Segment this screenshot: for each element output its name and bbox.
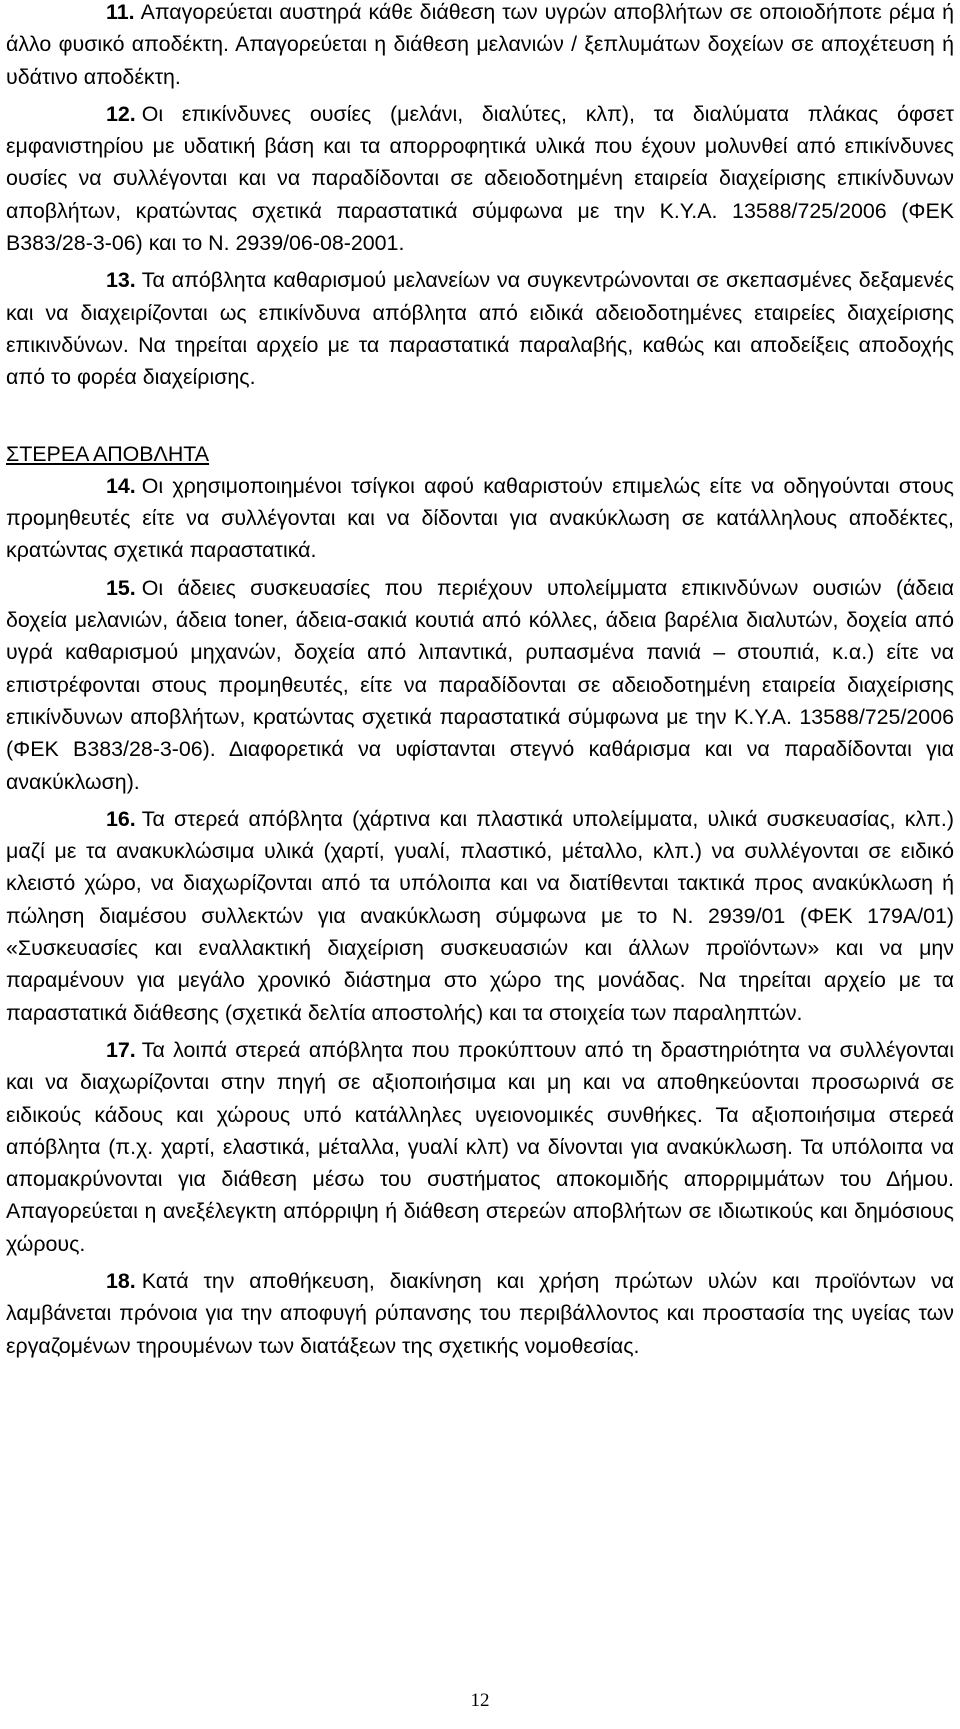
paragraph-16 [6,803,954,1029]
paragraph-number: 16. [106,806,136,831]
paragraph-12 [6,98,954,259]
paragraph-text: Οι χρησιμοποιημένοι τσίγκοι αφού καθαριστούν επιμελώς είτε να οδηγούνται στους προμηθευτές είτε να συλλέγονται και να δίδονται για ανακύκλωση σε κατάλληλους αποδέκτες, κρατώντας σχετικά παραστατικά. [6,473,954,563]
paragraph-text: Οι άδειες συσκευασίες που περιέχουν υπολείμματα επικινδύνων ουσιών (άδεια δοχεία μελανιών, άδεια toner, άδεια-σακιά κουτιά από κόλλες, άδεια βαρέλια διαλυτών, δοχεία από υγρά καθαρισμού μηχανών, δοχεία από λιπαντικά, ρυπασμένα πανιά – στουπιά, κ.α.) είτε να επιστρέφονται στους προμηθευτές, είτε να παραδίδονται σε αδειοδοτημένη εταιρεία διαχείρισης επικίνδυνων αποβλήτων, κρατώντας σχετικά παραστατικά σύμφωνα με την Κ.Υ.Α. 13588/725/2006 (ΦΕΚ Β383/28-3-06). Διαφορετικά να υφίστανται στεγνό καθάρισμα και να παραδίδονται για ανακύκλωση). [6,575,954,794]
paragraph-number: 14. [106,473,136,498]
page-number: 12 [470,1690,490,1711]
paragraph-text: Κατά την αποθήκευση, διακίνηση και χρήση πρώτων υλών και προϊόντων να λαμβάνεται πρόνοια για την αποφυγή ρύπανσης του περιβάλλοντος και προστασία της υγείας των εργαζομένων τηρουμένων των διατάξεων της σχετικής νομοθεσίας. [6,1268,954,1358]
paragraph-text: Τα στερεά απόβλητα (χάρτινα και πλαστικά υπολείμματα, υλικά συσκευασίας, κλπ.) μαζί με τα ανακυκλώσιμα υλικά (χαρτί, γυαλί, πλαστικό, μέταλλο, κλπ.) να συλλέγονται σε ειδικό κλειστό χώρο, να διαχωρίζονται από τα υπόλοιπα και να διατίθενται τακτικά προς ανακύκλωση ή πώληση διαμέσου συλλεκτών για ανακύκλωση σύμφωνα με το Ν. 2939/01 (ΦΕΚ 179Α/01) «Συσκευασίες και εναλλακτική διαχείριση συσκευασιών και άλλων προϊόντων» και να μην παραμένουν για μεγάλο χρονικό διάστημα στο χώρο της μονάδας. Να τηρείται αρχείο με τα παραστατικά διάθεσης (σχετικά δελτία αποστολής) και τα στοιχεία των παραληπτών. [6,806,954,1025]
section-heading: ΣΤΕΡΕΑ ΑΠΟΒΛΗΤΑ [6,441,210,466]
paragraph-11 [6,0,954,93]
paragraph-15 [6,572,954,798]
paragraph-number: 11. [106,0,135,24]
document-page [6,0,954,1367]
paragraph-14 [6,470,954,567]
paragraph-number: 17. [106,1037,136,1062]
paragraph-number: 15. [106,575,136,600]
paragraph-17 [6,1034,954,1260]
paragraph-18 [6,1265,954,1362]
paragraph-text: Τα λοιπά στερεά απόβλητα που προκύπτουν από τη δραστηριότητα να συλλέγονται και να διαχωρίζονται στην πηγή σε αξιοποιήσιμα και μη και να αποθηκεύονται προσωρινά σε ειδικούς κάδους και χώρους υπό κατάλληλες υγειονομικές συνθήκες. Τα αξιοποιήσιμα στερεά απόβλητα (π.χ. χαρτί, ελαστικά, μέταλλα, γυαλί κλπ) να δίνονται για ανακύκλωση. Τα υπόλοιπα να απομακρύνονται για διάθεση μέσω του συστήματος αποκομιδής απορριμμάτων του Δήμου. Απαγορεύεται η ανεξέλεγκτη απόρριψη ή διάθεση στερεών αποβλήτων σε ιδιωτικούς και δημόσιους χώρους. [6,1037,954,1256]
paragraph-13 [6,264,954,393]
paragraph-number: 13. [106,268,136,293]
paragraph-number: 18. [106,1268,136,1293]
paragraph-text: Τα απόβλητα καθαρισμού μελανείων να συγκεντρώνονται σε σκεπασμένες δεξαμενές και να διαχειρίζονται ως επικίνδυνα απόβλητα από ειδικά αδειοδοτημένες εταιρείες διαχείρισης επικινδύνων. Να τηρείται αρχείο με τα παραστατικά παραλαβής, καθώς και αποδείξεις αποδοχής από το φορέα διαχείρισης. [6,268,954,390]
paragraph-number: 12. [106,101,136,126]
paragraph-text: Οι επικίνδυνες ουσίες (μελάνι, διαλύτες, κλπ), τα διαλύματα πλάκας όφσετ εμφανιστηρίου με υδατική βάση και τα απορροφητικά υλικά που έχουν μολυνθεί από επικίνδυνες ουσίες να συλλέγονται και να παραδίδονται σε αδειοδοτημένη εταιρεία διαχείρισης επικίνδυνων αποβλήτων, κρατώντας σχετικά παραστατικά σύμφωνα με την Κ.Υ.Α. 13588/725/2006 (ΦΕΚ Β383/28-3-06) και το Ν. 2939/06-08-2001. [6,101,954,256]
paragraph-text: Απαγορεύεται αυστηρά κάθε διάθεση των υγρών αποβλήτων σε οποιοδήποτε ρέμα ή άλλο φυσικό αποδέκτη. Απαγορεύεται η διάθεση μελανιών / ξεπλυμάτων δοχείων σε αποχέτευση ή υδάτινο αποδέκτη. [6,0,954,89]
